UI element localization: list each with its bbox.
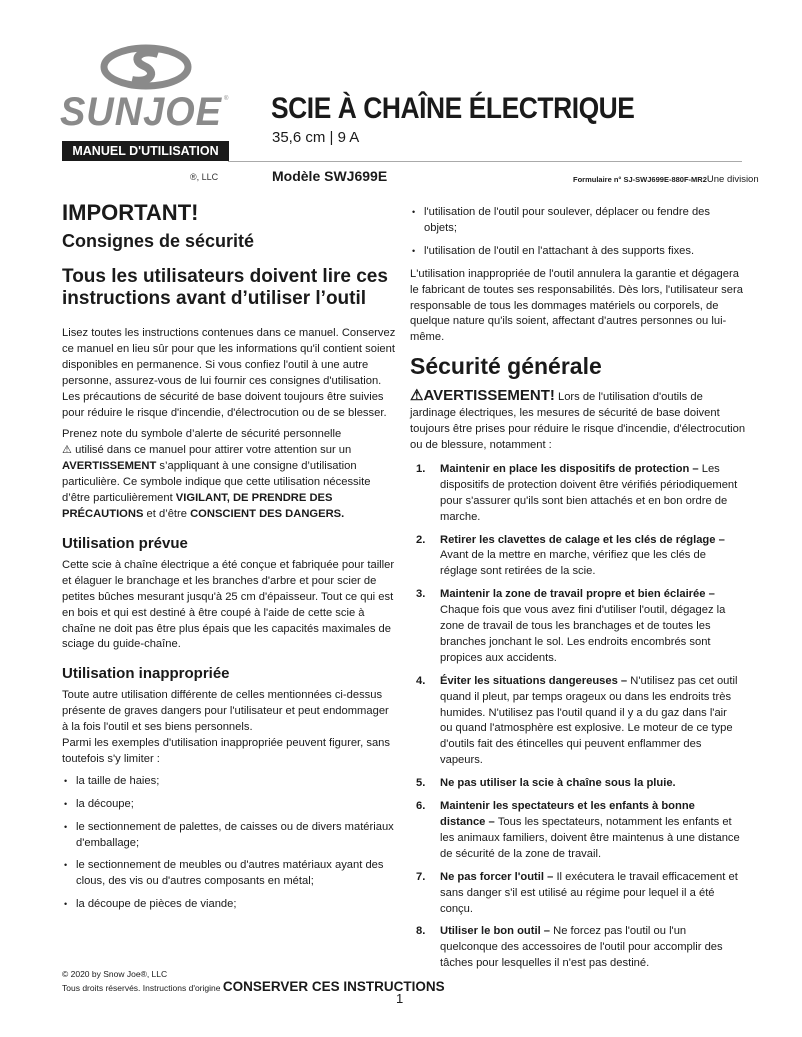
footer-line: [62, 979, 445, 994]
list-item: • le sectionnement de palettes, de caisses ou de divers matériaux d'emballage;: [62, 820, 398, 852]
page-number: 1: [396, 991, 404, 1006]
safety-rules-list: [410, 462, 746, 972]
keep-instructions: CONSERVER CES INSTRUCTIONS: [222, 979, 445, 994]
text: utilisé dans ce manuel pour attirer votre attention sur un: [72, 444, 352, 457]
brand-logo-text: SUNJOE: [60, 90, 222, 134]
item-text: N'utilisez pas cet outil quand il pleut, par temps orageux ou dans les endroits très humides. N'utilisez pas l'outil quand il y a du gaz dans l'air ou quand l'atmosphère est explosive. Le moteur de ce type d'outils fait des étincelles qui peuvent enflammer des vapeurs.: [440, 674, 738, 767]
item-number: 5.: [416, 777, 426, 790]
item-number: 7.: [416, 870, 426, 883]
item-title: Éviter les situations dangereuses –: [440, 674, 631, 687]
improper-use-list-continued: [410, 205, 746, 260]
page-subtitle: 35,6 cm | 9 A: [272, 129, 360, 146]
list-item: • l'utilisation de l'outil pour soulever, déplacer ou fendre des objets;: [410, 205, 746, 237]
examples-paragraph: Parmi les exemples d'utilisation inappropriée peuvent figurer, sans toutefois s'y limiter :: [62, 737, 390, 765]
safety-heading: Consignes de sécurité: [62, 231, 255, 251]
important-heading: IMPORTANT!: [62, 200, 199, 225]
text: Prenez note du symbole d’alerte de sécurité personnelle: [62, 428, 342, 441]
item-title: Maintenir la zone de travail propre et bien éclairée –: [440, 588, 715, 601]
list-item: • le sectionnement de meubles ou d'autres matériaux ayant des clous, des vis ou d'autres composants en métal;: [62, 858, 398, 890]
page-title: SCIE À CHAÎNE ÉLECTRIQUE: [271, 92, 635, 125]
item-text: Ne forcez pas l'outil ou l'un quelconque des accessoires de l'outil pour accomplir des tâches pour lesquelles il n'est pas destiné.: [440, 925, 723, 970]
list-item: • la taille de haies;: [62, 774, 398, 790]
item-title: Utiliser le bon outil –: [440, 925, 554, 938]
rights-text: Tous droits réservés. Instructions d'origine: [62, 983, 223, 993]
division-text: Une division: [706, 174, 759, 185]
item-number: 4.: [416, 674, 426, 687]
registered-mark: ®: [224, 96, 229, 102]
list-item: [410, 776, 746, 792]
improper-use-list: [62, 774, 398, 913]
list-item: [410, 674, 746, 769]
list-item: [410, 924, 746, 972]
text: s’appliquant à une consigne d’utilisation particulière. Ce symbole indique que cette utilisation nécessite d’être particulièrement: [62, 460, 371, 505]
item-text: Avant de la mettre en marche, vérifiez que les clés de réglage sont retirées de la scie.: [440, 549, 706, 578]
item-title: Ne pas utiliser la scie à chaîne sous la pluie.: [440, 777, 676, 790]
item-number: 3.: [416, 588, 426, 601]
list-item: • l'utilisation de l'outil en l'attachant à des supports fixes.: [410, 244, 746, 260]
text: et d’être: [143, 507, 191, 520]
intended-use-heading: Utilisation prévue: [62, 534, 188, 552]
item-title: Ne pas forcer l'outil –: [440, 870, 557, 883]
list-item: • la découpe de pièces de viande;: [62, 897, 398, 913]
left-column: [62, 200, 398, 920]
intro-paragraph: Lisez toutes les instructions contenues dans ce manuel. Conservez ce manuel en lieu sûr pour que les informations qu'il contient soient disponibles en permanence. Si vous confiez l'outil à une autre personne, assurez-vous de lui fournir ces consignes d'utilisation. Les précautions de sécurité de base doivent toujours être suivies pour réduire le risque d'incendie, d'électrocution ou de se blesser.: [62, 327, 396, 419]
list-item: [410, 870, 746, 918]
list-item: • la découpe;: [62, 797, 398, 813]
item-number: 2.: [416, 533, 426, 546]
item-title: Maintenir les spectateurs et les enfants à bonne distance –: [440, 800, 695, 828]
item-title: Retirer les clavettes de calage et les clés de réglage –: [440, 533, 725, 546]
warning-triangle-icon: ⚠: [62, 444, 73, 457]
warranty-paragraph: L'utilisation inappropriée de l'outil annulera la garantie et dégagera le fabricant de toutes ses responsabilités. Dès lors, l'utilisateur sera responsable de tous les dommages matériels ou corporels, de quelque nature qu'ils soient, affectant d'autres personnes ou lui-même.: [410, 267, 743, 344]
warning-label: AVERTISSEMENT!: [423, 387, 555, 405]
list-item: [410, 587, 746, 667]
list-item: [410, 462, 746, 526]
manual-label: MANUEL D'UTILISATION: [62, 141, 229, 161]
text: VIGILANT, DE PRENDRE DES PRÉCAUTIONS: [62, 492, 333, 520]
warning-paragraph: [410, 388, 746, 454]
form-number-text: Formulaire n° SJ-SWJ699E-880F-MR2: [573, 175, 707, 184]
intended-use-paragraph: Cette scie à chaîne électrique a été conçue et fabriquée pour tailler et élaguer le branchage et les branches d'arbre et pour scier de petites bûches mesurant jusqu'à 25 cm d'épaisseur. Tout ce qui est en bois et qui est destiné à être coupé à l'aide de cette scie à chaîne ne doit pas être plus épais que les capacités maximales de sciage du guide-chaîne.: [62, 558, 395, 651]
list-item: [410, 799, 746, 863]
form-number: [573, 174, 759, 185]
copyright: © 2020 by Snow Joe®, LLC: [62, 969, 168, 979]
item-number: 6.: [416, 800, 426, 813]
item-text: Chaque fois que vous avez fini d'utiliser l'outil, dégagez la zone de travail de tous les branchages et de toutes les branches jonchant le sol. Les endroits encombrés sont propices aux accidents.: [440, 604, 726, 664]
item-number: 8.: [416, 925, 426, 938]
improper-use-heading: Utilisation inappropriée: [62, 665, 230, 683]
warning-text: Lors de l'utilisation d'outils de jardinage électriques, les mesures de sécurité de base doivent toujours être prises pour réduire le risque d'incendie, d'électrocution ou de blessure, notamment :: [410, 391, 746, 451]
general-safety-heading: Sécurité générale: [410, 353, 602, 380]
item-text: Il exécutera le travail efficacement et sans danger s'il est utilisé au régime pour lequel il a été conçu.: [440, 870, 738, 915]
text: CONSCIENT DES DANGERS.: [190, 507, 345, 520]
text: AVERTISSEMENT: [62, 460, 157, 473]
company-suffix: ®, LLC: [190, 172, 219, 182]
item-text: Tous les spectateurs, notamment les enfants et les animaux familiers, doivent être maintenus à une distance de sécurité de la zone de travail.: [440, 816, 740, 860]
improper-use-paragraph: Toute autre utilisation différente de celles mentionnées ci-dessus présente de graves dangers pour l'utilisateur et peut endommager à la fois l'outil et ses biens personnels.: [62, 689, 389, 734]
sunjoe-logo-icon: [100, 44, 192, 90]
list-item: [410, 533, 746, 581]
item-text: Les dispositifs de protection doivent être vérifiés périodiquement pour s'assurer qu'ils sont bien attachés et en bon ordre de marche.: [440, 462, 738, 523]
read-instructions-heading: Tous les utilisateurs doivent lire ces instructions avant d’utiliser l’outil: [62, 266, 388, 309]
warning-triangle-icon: ⚠: [410, 387, 424, 405]
header-divider: [228, 161, 742, 162]
right-column: [410, 205, 746, 979]
item-title: Maintenir en place les dispositifs de protection –: [440, 462, 702, 475]
alert-symbol-paragraph: [62, 427, 398, 522]
item-number: 1.: [416, 462, 426, 475]
model-number: Modèle SWJ699E: [272, 168, 388, 184]
